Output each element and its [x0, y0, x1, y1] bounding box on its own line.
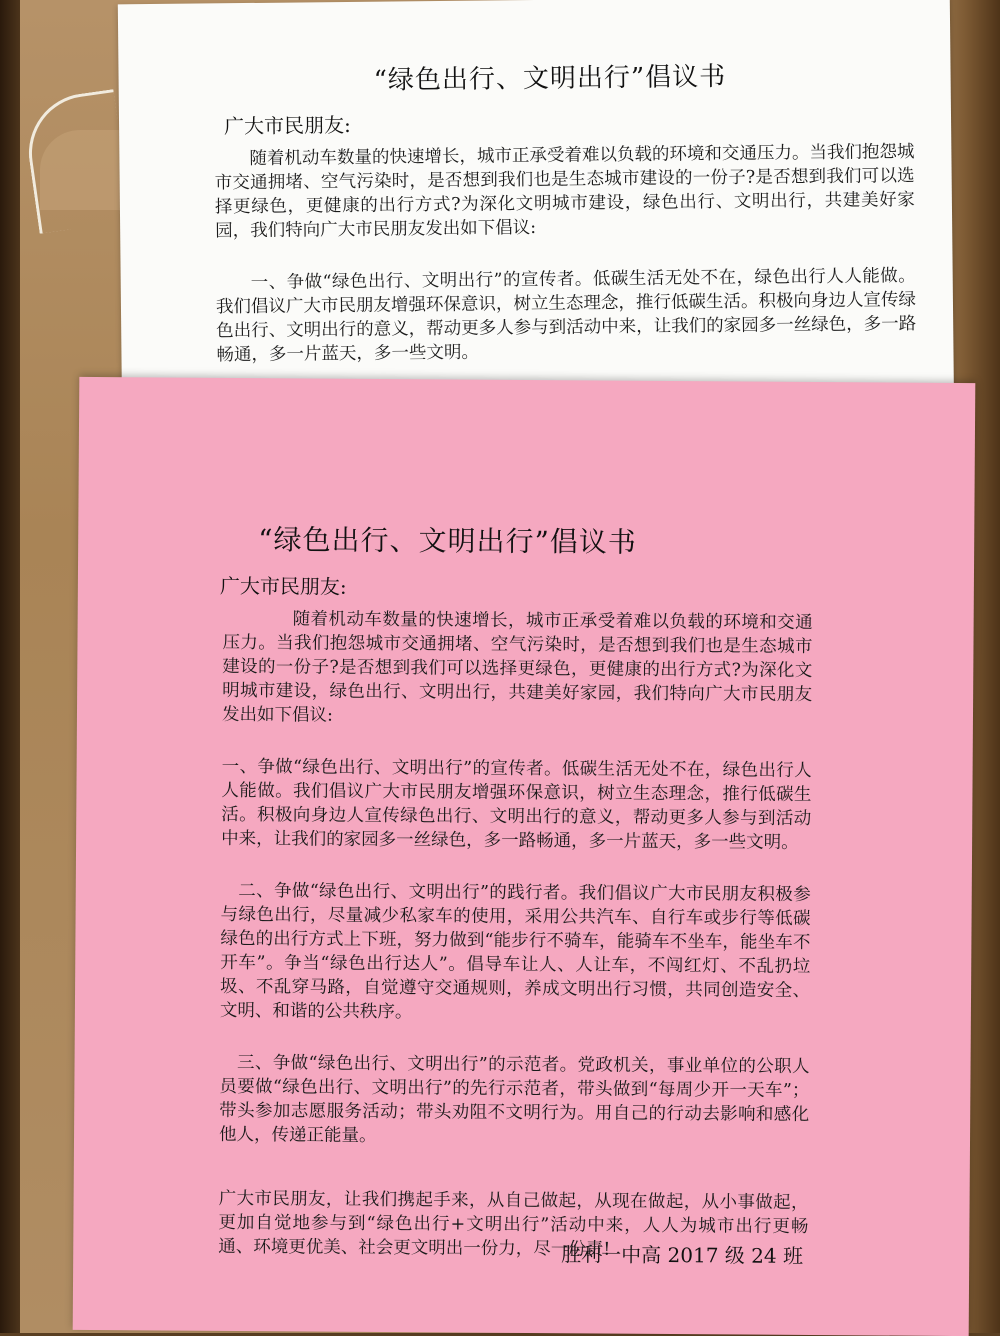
- pink-proposal-sheet: [73, 377, 976, 1336]
- white-proposal-sheet: [118, 0, 954, 429]
- white-sheet-title: “绿色出行、文明出行”倡议书: [373, 62, 727, 96]
- pink-sheet-salutation: 广大市民朋友:: [219, 573, 347, 599]
- pink-sheet-title: “绿色出行、文明出行”倡议书: [258, 523, 637, 559]
- white-sheet-paragraph: 随着机动车数量的快速增长，城市正承受着难以负载的环境和交通压力。当我们抱怨城市交通拥堵、空气污染时，是否想到我们也是生态城市建设的一份子?是否想到我们可以选择更绿色，更健康的出行方式?为深化文明城市建设，绿色出行、文明出行，共建美好家园，我们特向广大市民朋友发出如下倡议:: [214, 142, 915, 242]
- pink-sheet-paragraph: 二、争做“绿色出行、文明出行”的践行者。我们倡议广大市民朋友积极参与绿色出行，尽量减少私家车的使用，采用公共汽车、自行车或步行等低碳绿色的出行方式上下班，努力做到“能步行不骑车，能骑车不坐车，能坐车不开车”。争当“绿色出行达人”。倡导车让人、人让车，不闯红灯、不乱扔垃圾、不乱穿马路，自觉遵守交通规则，养成文明出行习惯，共同创造安全、文明、和谐的公共秩序。: [219, 881, 811, 1023]
- pink-sheet-paragraph: 一、争做“绿色出行、文明出行”的宣传者。低碳生活无处不在，绿色出行人人能做。我们倡议广大市民朋友增强环保意识，树立生态理念，推行低碳生活。积极向身边人宣传绿色出行、文明出行的意义，帮动更多人参与到活动中来，让我们的家园多一丝绿色，多一路畅通，多一片蓝天，多一些文明。: [221, 756, 812, 853]
- white-sheet-salutation: 广大市民朋友:: [223, 112, 351, 139]
- pink-sheet-closing-paragraph: 广大市民朋友，让我们携起手来，从自己做起，从现在做起，从小事做起，更加自觉地参与到“绿色出行+文明出行”活动中来，人人为城市出行更畅通、环境更优美、社会更文明出一份力，尽一份责!: [218, 1188, 809, 1260]
- pink-sheet-signature: 胜利一中高 2017 级 24 班: [561, 1242, 804, 1268]
- pink-sheet-paragraph: 随着机动车数量的快速增长，城市正承受着难以负载的环境和交通压力。当我们抱怨城市交通拥堵、空气污染时，是否想到我们也是生态城市建设的一份子?是否想到我们可以选择更绿色，更健康的出行方式?为深化文明城市建设，绿色出行、文明出行，共建美好家园，我们特向广大市民朋友发出如下倡议:: [221, 609, 813, 726]
- pink-sheet-paragraph: 三、争做“绿色出行、文明出行”的示范者。党政机关，事业单位的公职人员要做“绿色出行、文明出行”的先行示范者，带头做到“每周少开一天车”；带头参加志愿服务活动；带头劝阻不文明行为。用自己的行动去影响和感化他人，传递正能量。: [218, 1053, 810, 1146]
- white-sheet-paragraph: 一、争做“绿色出行、文明出行”的宣传者。低碳生活无处不在，绿色出行人人能做。我们倡议广大市民朋友增强环保意识，树立生态理念，推行低碳生活。积极向身边人宣传绿色出行、文明出行的意义，帮动更多人参与到活动中来，让我们的家园多一丝绿色，多一路畅通，多一片蓝天，多一些文明。: [215, 266, 917, 366]
